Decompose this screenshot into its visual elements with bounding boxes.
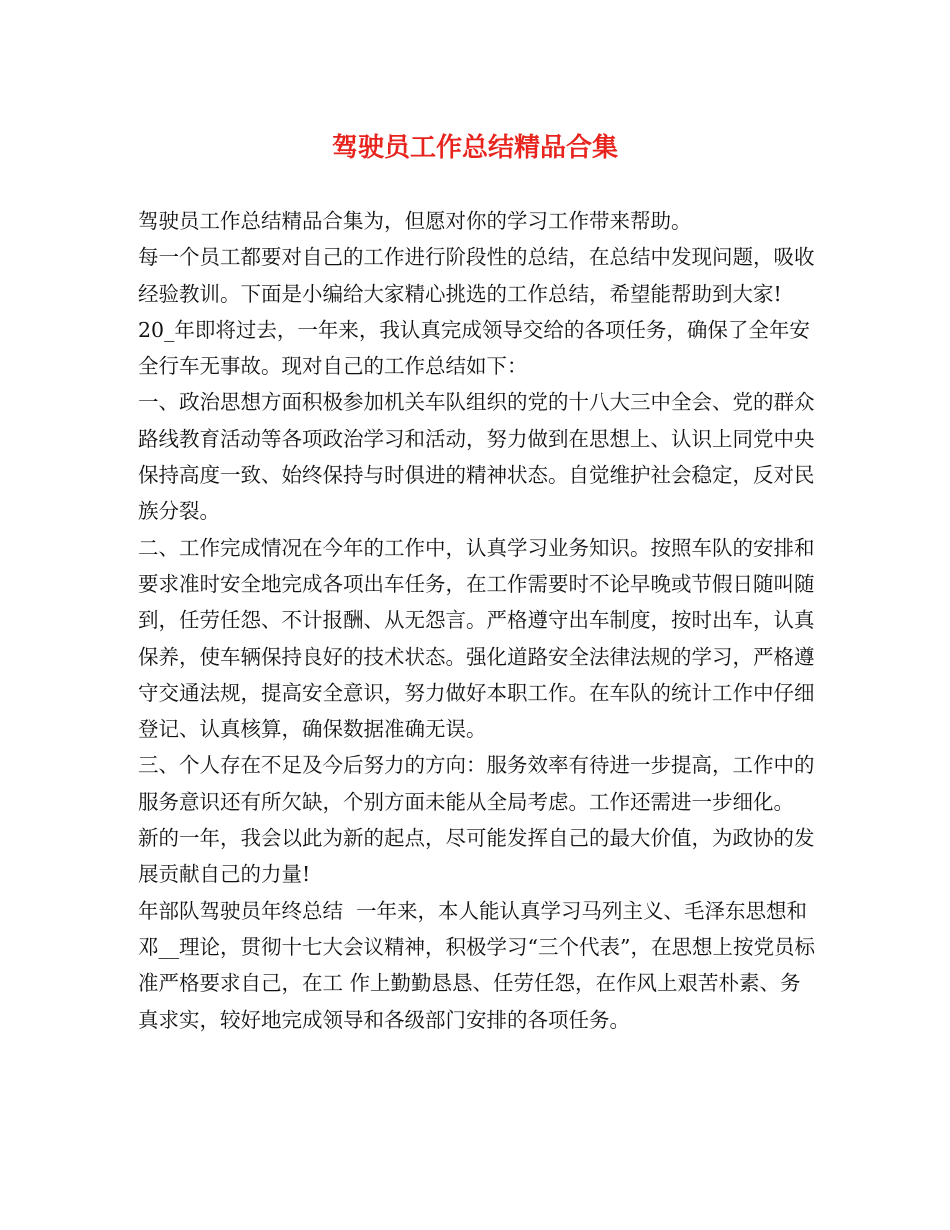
paragraph-intro: 驾驶员工作总结精品合集为，但愿对你的学习工作带来帮助。 [138, 209, 692, 233]
paragraph-political: 一、政治思想方面积极参加机关车队组织的党的十八大三中全会、党的群众路线教育活动等各项政治学习和活动，努力做到在思想上、认识上同党中央保持高度一致、始终保持与时俱进的精神状态。自觉维护社会稳定，反对民族分裂。 [138, 390, 815, 524]
document-body [138, 203, 816, 1038]
document-title: 驾驶员工作总结精品合集 [331, 133, 618, 163]
paragraph-year-summary: 20_年即将过去，一年来，我认真完成领导交给的各项任务，确保了全年安全行车无事故。现对自己的工作总结如下： [138, 317, 810, 379]
paragraph-new-year: 新的一年，我会以此为新的起点，尽可能发挥自己的最大价值，为政协的发展贡献自己的力量! [138, 826, 815, 887]
paragraph-army-driver: 年部队驾驶员年终总结 一年来，本人能认真学习马列主义、毛泽东思想和邓__理论，贯彻十七大会议精神，积极学习“三个代表”，在思想上按党员标准严格要求自己，在工 作上勤勤恳恳、任劳任怨，在作风上艰苦朴素、务真求实，较好地完成领导和各级部门安排的各项任务。 [138, 898, 815, 1032]
paragraph-work-completion: 二、工作完成情况在今年的工作中，认真学习业务知识。按照车队的安排和要求准时安全地完成各项出车任务，在工作需要时不论早晚或节假日随叫随到，任劳任怨、不计报酬、从无怨言。严格遵守出车制度，按时出车，认真保养，使车辆保持良好的技术状态。强化道路安全法律法规的学习，严格遵守交通法规，提高安全意识，努力做好本职工作。在车队的统计工作中仔细登记、认真核算，确保数据准确无误。 [138, 535, 815, 742]
paragraph-preface: 每一个员工都要对自己的工作进行阶段性的总结，在总结中发现问题，吸收经验教训。下面是小编给大家精心挑选的工作总结，希望能帮助到大家! [138, 245, 815, 306]
paragraph-shortcomings: 三、个人存在不足及今后努力的方向：服务效率有待进一步提高，工作中的服务意识还有所欠缺，个别方面未能从全局考虑。工作还需进一步细化。 [138, 753, 815, 814]
